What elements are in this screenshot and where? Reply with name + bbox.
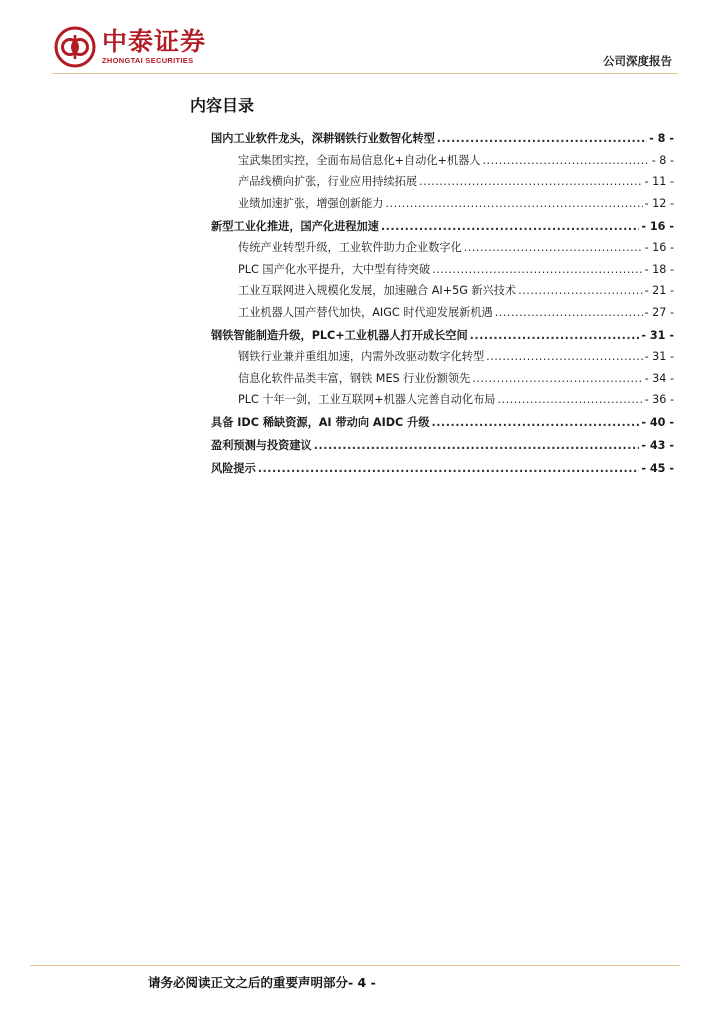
zhongtai-logo-icon <box>54 26 96 68</box>
toc-entry-page: - 43 - <box>641 439 674 452</box>
toc-leader-dots <box>258 462 640 475</box>
toc-entry-page: - 8 - <box>649 132 674 145</box>
toc-entry-page: - 31 - <box>644 350 674 363</box>
toc-entry-page: - 16 - <box>644 241 674 254</box>
toc-leader-dots <box>432 263 642 276</box>
toc-entry-label: 国内工业软件龙头，深耕钢铁行业数智化转型 <box>211 132 435 145</box>
toc-section-entry[interactable] <box>211 327 674 349</box>
toc-entry-page: - 36 - <box>644 393 674 406</box>
toc-subsection-entry[interactable] <box>211 391 674 413</box>
toc-entry-page: - 12 - <box>644 196 674 210</box>
toc-entry-page: - 8 - <box>651 153 674 167</box>
toc-entry-page: - 18 - <box>644 262 674 276</box>
footer-disclaimer: 请务必阅读正文之后的重要声明部分 <box>148 975 349 990</box>
toc-leader-dots <box>483 154 650 167</box>
toc-entry-page: - 21 - <box>644 284 674 297</box>
toc-entry-page: - 16 - <box>641 219 674 233</box>
toc-leader-dots <box>381 220 640 233</box>
toc-subsection-entry[interactable] <box>211 152 674 174</box>
toc-leader-dots <box>470 329 640 342</box>
logo-english-name: ZHONGTAI SECURITIES <box>102 56 194 65</box>
toc-entry-label: 钢铁行业兼并重组加速，内需外改驱动数字化转型 <box>238 350 485 363</box>
page-header <box>0 0 724 80</box>
toc-leader-dots <box>385 197 642 210</box>
logo-chinese-name: 中泰证券 <box>102 27 207 56</box>
toc-entry-label: 信息化软件品类丰富，钢铁 MES 行业份额领先 <box>238 371 471 385</box>
toc-subsection-entry[interactable] <box>211 195 674 217</box>
toc-entry-label: PLC 十年一剑，工业互联网+机器人完善自动化布局 <box>238 393 496 406</box>
toc-entry-page: - 11 - <box>644 175 674 188</box>
toc-leader-dots <box>486 350 642 363</box>
toc-subsection-entry[interactable] <box>211 348 674 370</box>
toc-leader-dots <box>497 393 642 406</box>
toc-entry-label: 风险提示 <box>211 462 256 475</box>
toc-entry-page: - 45 - <box>641 462 674 475</box>
footer-divider <box>30 965 680 966</box>
toc-leader-dots <box>464 241 643 254</box>
toc-leader-dots <box>437 132 647 145</box>
toc-entry-label: 工业机器人国产替代加快，AIGC 时代迎发展新机遇 <box>238 305 493 319</box>
toc-entry-page: - 27 - <box>644 305 674 319</box>
toc-entry-label: 具备 IDC 稀缺资源，AI 带动向 AIDC 升级 <box>211 416 430 429</box>
company-logo <box>54 26 206 68</box>
toc-leader-dots <box>419 175 643 188</box>
table-of-contents <box>211 130 674 482</box>
toc-section-entry[interactable] <box>211 414 674 436</box>
header-divider <box>52 73 678 74</box>
toc-subsection-entry[interactable] <box>211 261 674 283</box>
page-footer <box>148 973 376 991</box>
toc-entry-label: 传统产业转型升级，工业软件助力企业数字化 <box>238 241 462 254</box>
toc-leader-dots <box>314 439 640 452</box>
toc-entry-page: - 34 - <box>644 371 674 385</box>
toc-subsection-entry[interactable] <box>211 239 674 261</box>
toc-entry-page: - 40 - <box>641 416 674 429</box>
toc-leader-dots <box>495 306 643 319</box>
toc-entry-page: - 31 - <box>641 328 674 342</box>
toc-entry-label: PLC 国产化水平提升，大中型有待突破 <box>238 262 431 276</box>
toc-subsection-entry[interactable] <box>211 304 674 326</box>
toc-subsection-entry[interactable] <box>211 370 674 392</box>
report-type-label: 公司深度报告 <box>603 54 672 68</box>
toc-entry-label: 产品线横向扩张，行业应用持续拓展 <box>238 175 418 188</box>
toc-section-entry[interactable] <box>211 218 674 240</box>
toc-entry-label: 工业互联网进入规模化发展，加速融合 AI+5G 新兴技术 <box>238 284 517 297</box>
toc-section-entry[interactable] <box>211 460 674 482</box>
toc-entry-label: 宝武集团实控，全面布局信息化+自动化+机器人 <box>238 153 481 167</box>
toc-section-entry[interactable] <box>211 130 674 152</box>
toc-entry-label: 钢铁智能制造升级，PLC+工业机器人打开成长空间 <box>211 328 468 342</box>
toc-subsection-entry[interactable] <box>211 282 674 304</box>
toc-leader-dots <box>518 284 642 297</box>
toc-leader-dots <box>472 372 642 385</box>
toc-entry-label: 盈利预测与投资建议 <box>211 439 312 452</box>
toc-subsection-entry[interactable] <box>211 173 674 195</box>
toc-entry-label: 业绩加速扩张，增强创新能力 <box>238 196 384 210</box>
toc-entry-label: 新型工业化推进，国产化进程加速 <box>211 219 379 233</box>
toc-title: 内容目录 <box>190 96 255 115</box>
toc-section-entry[interactable] <box>211 437 674 459</box>
footer-page-number: - 4 - <box>348 975 376 990</box>
toc-leader-dots <box>432 416 640 429</box>
